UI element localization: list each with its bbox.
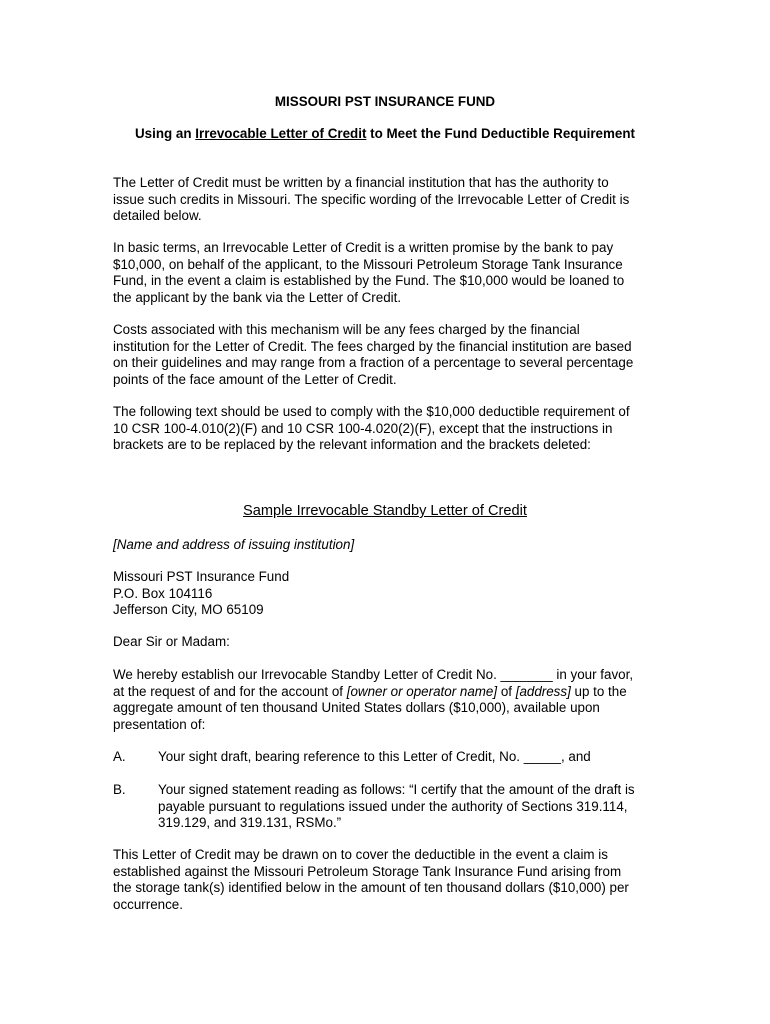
item-b-line: payable pursuant to regulations issued under the authority of Sections 319.114, [158, 798, 628, 814]
paragraph-line: the storage tank(s) identified below in the amount of ten thousand dollars ($10,000) per [113, 880, 629, 895]
owner-placeholder: [owner or operator name] [346, 683, 498, 699]
paragraph-line: Fund, in the event a claim is established by the Fund. The $10,000 would be loaned to [113, 273, 625, 288]
item-b-line: Your signed statement reading as follows: “I certify that the amount of the draft is [158, 782, 635, 797]
paragraph-basic-terms [113, 240, 658, 306]
paragraph-line: points of the face amount of the Letter of Credit. [113, 371, 397, 387]
paragraph-line: the applicant by the bank via the Letter of Credit. [113, 289, 402, 305]
paragraph-costs [113, 322, 658, 388]
address-line: Jefferson City, MO 65109 [113, 602, 264, 617]
letter-line: presentation of: [113, 716, 206, 732]
letter-line-part: up to the [570, 683, 627, 699]
salutation: Dear Sir or Madam: [113, 634, 230, 649]
address-line: P.O. Box 104116 [113, 585, 213, 601]
paragraph-line: The following text should be used to comply with the $10,000 deductible requirement of [113, 404, 630, 419]
paragraph-line: $10,000, on behalf of the applicant, to the Missouri Petroleum Storage Tank Insurance [113, 256, 623, 272]
recipient-address [113, 569, 658, 619]
subtitle-underlined: Irrevocable Letter of Credit [195, 126, 367, 141]
paragraph-line: Costs associated with this mechanism will be any fees charged by the financial [113, 322, 580, 337]
paragraph-following-text [113, 404, 658, 454]
closing-paragraph [113, 847, 658, 913]
paragraph-line: 10 CSR 100-4.010(2)(F) and 10 CSR 100-4.020(2)(F), except that the instructions in [113, 420, 613, 436]
paragraph-line: In basic terms, an Irrevocable Letter of Credit is a written promise by the bank to pay [113, 240, 614, 255]
paragraph-line: brackets are to be replaced by the relevant information and the brackets deleted: [113, 437, 591, 452]
item-b-line: 319.129, and 319.131, RSMo.” [158, 815, 342, 830]
paragraph-authority [113, 175, 658, 225]
paragraph-line: institution for the Letter of Credit. The fees charged by the financial institution are based [113, 338, 632, 354]
letter-line-part: at the request of and for the account of [113, 683, 347, 699]
issuer-placeholder: [Name and address of issuing institution] [113, 537, 355, 552]
paragraph-line: established against the Missouri Petroleum Storage Tank Insurance Fund arising from [113, 863, 622, 879]
letter-paragraph [113, 667, 658, 733]
subtitle-suffix: to Meet the Fund Deductible Requirement [366, 126, 635, 141]
paragraph-line: occurrence. [113, 896, 183, 912]
letter-line: We hereby establish our Irrevocable Standby Letter of Credit No. _______ in your favor, [113, 667, 634, 682]
item-a-text: Your sight draft, bearing reference to this Letter of Credit, No. _____, and [158, 749, 591, 764]
paragraph-line: This Letter of Credit may be drawn on to cover the deductible in the event a claim is [113, 847, 608, 862]
paragraph-line: on their guidelines and may range from a fraction of a percentage to several percentage [113, 355, 634, 370]
document-title: MISSOURI PST INSURANCE FUND [274, 94, 496, 109]
document-subtitle [0, 126, 770, 143]
address-line: Missouri PST Insurance Fund [113, 569, 290, 584]
subtitle-prefix: Using an [135, 126, 196, 141]
paragraph-line: issue such credits in Missouri. The specific wording of the Irrevocable Letter of Credit is [113, 191, 630, 207]
paragraph-line: detailed below. [113, 208, 202, 223]
item-b-label: B. [113, 782, 126, 797]
letter-line [113, 684, 658, 701]
paragraph-line: The Letter of Credit must be written by a financial institution that has the authority to [113, 175, 609, 190]
letter-line-part: of [497, 683, 516, 699]
address-placeholder: [address] [515, 683, 571, 699]
letter-line: aggregate amount of ten thousand United States dollars ($10,000), available upon [113, 700, 600, 715]
item-b-text [158, 782, 635, 832]
sample-heading: Sample Irrevocable Standby Letter of Credit [243, 503, 527, 519]
item-a-label: A. [113, 749, 126, 764]
